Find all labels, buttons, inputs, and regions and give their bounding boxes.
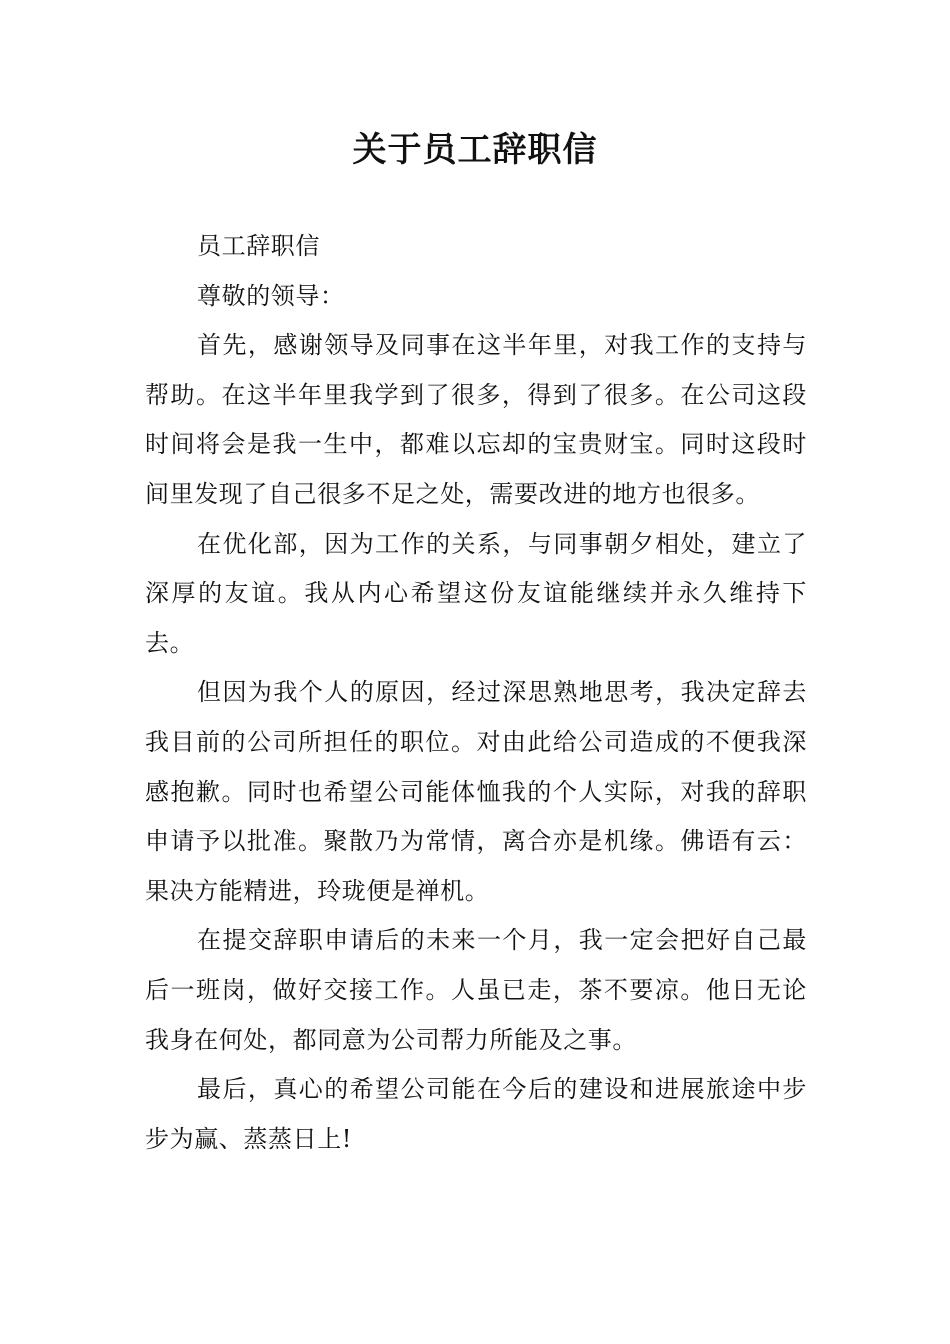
paragraph-closing: 最后，真心的希望公司能在今后的建设和进展旅途中步步为赢、蒸蒸日上! [145, 1075, 807, 1153]
paragraph-handover: 在提交辞职申请后的未来一个月，我一定会把好自己最后一班岗，做好交接工作。人虽已走，茶不要凉。他日无论我身在何处，都同意为公司帮力所能及之事。 [145, 926, 807, 1054]
document-title: 关于员工辞职信 [352, 130, 598, 170]
paragraph-resignation-reason: 但因为我个人的原因，经过深思熟地思考，我决定辞去我目前的公司所担任的职位。对由此给公司造成的不便我深感抱歉。同时也希望公司能体恤我的个人实际，对我的辞职申请予以批准。聚散乃为常情，离合亦是机缘。佛语有云：果决方能精进，玲珑便是禅机。 [145, 678, 807, 905]
paragraph-thanks: 首先，感谢领导及同事在这半年里，对我工作的支持与帮助。在这半年里我学到了很多，得到了很多。在公司这段时间将会是我一生中，都难以忘却的宝贵财宝。同时这段时间里发现了自己很多不足之处，需要改进的地方也很多。 [145, 331, 807, 508]
document-body [145, 222, 807, 1164]
paragraph-salutation: 尊敬的领导： [197, 281, 345, 310]
paragraph-heading: 员工辞职信 [197, 232, 320, 260]
paragraph-friendship: 在优化部，因为工作的关系，与同事朝夕相处，建立了深厚的友谊。我从内心希望这份友谊能继续并永久维持下去。 [145, 529, 807, 657]
